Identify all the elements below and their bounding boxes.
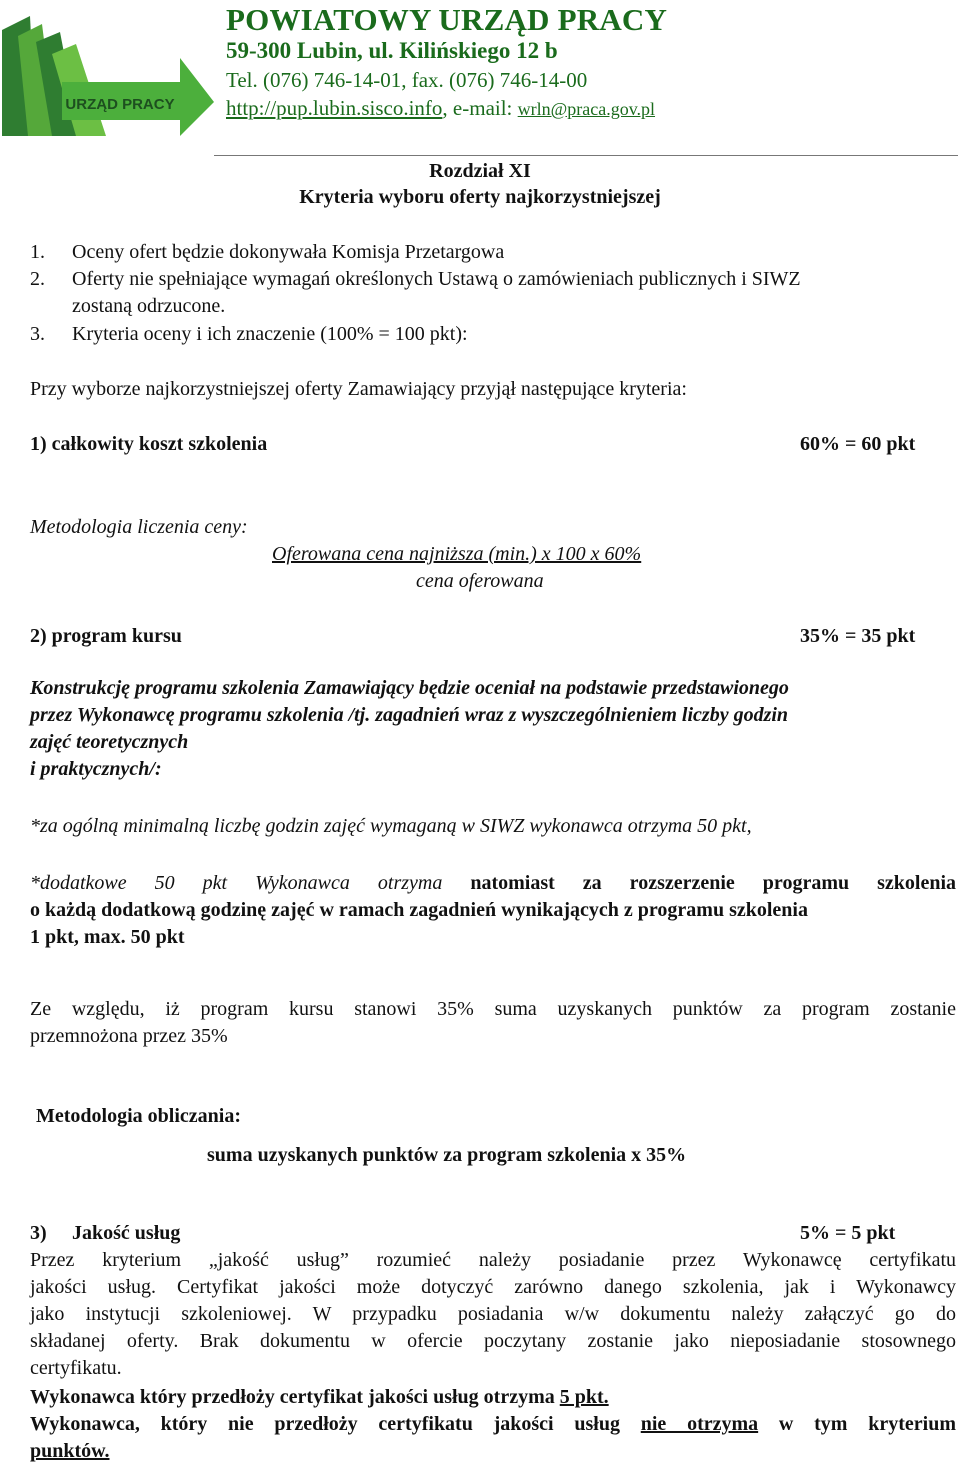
criterion3-text: jakości usług. Certyfikat jakości może dotyczyć zarówno danego szkolenia, jak i Wykonawcy [30,1276,956,1298]
criterion3-no-award-end: punktów. [30,1440,110,1462]
criterion2-label: 2) program kursu [30,625,182,647]
urzad-pracy-logo [2,2,214,136]
criterion2-extra-line1: *dodatkowe 50 pkt Wykonawca otrzyma natomiast za rozszerzenie programu szkolenia [30,872,957,894]
criterion2-desc: Konstrukcję programu szkolenia Zamawiający będzie oceniał na podstawie przedstawionego [30,677,789,699]
criterion2-method-formula: suma uzyskanych punktów za program szkolenia x 35% [207,1144,687,1166]
criterion2-note-cont: przemnożona przez 35% [30,1025,228,1047]
criterion2-desc: i praktycznych/: [30,758,162,780]
criteria-intro: Przy wyborze najkorzystniejszej oferty Zamawiający przyjął następujące kryteria: [30,378,687,400]
price-formula-numerator: Oferowana cena najniższa (min.) x 100 x 60% [272,543,642,565]
criterion3-no-award: Wykonawca, który nie przedłoży certyfikatu jakości usług nie otrzyma w tym kryterium [30,1413,956,1435]
chapter-title: Kryteria wyboru oferty najkorzystniejszej [299,186,661,208]
list-item: 2. [30,268,45,290]
criterion3-award: Wykonawca który przedłoży certyfikat jakości usług otrzyma 5 pkt. [30,1386,609,1408]
list-item: 1. [30,241,45,263]
price-formula-denominator: cena oferowana [416,570,544,592]
criterion3-text: Przez kryterium „jakość usług” rozumieć należy posiadanie przez Wykonawcę certyfikatu [30,1249,956,1271]
criterion1-weight: 60% = 60 pkt [800,433,916,455]
list-item-text: Oceny ofert będzie dokonywała Komisja Przetargowa [72,241,505,263]
logo-text: URZĄD PRACY [65,96,175,113]
criterion3-label: Jakość usług [72,1222,181,1244]
list-item-text: Kryteria oceny i ich znaczenie (100% = 100 pkt): [72,323,468,345]
office-address: 59-300 Lubin, ul. Kilińskiego 12 b [226,38,558,63]
criterion1-label: 1) całkowity koszt szkolenia [30,433,268,455]
contact-line [226,96,655,121]
criterion2-method-label: Metodologia obliczania: [36,1105,241,1127]
list-item-text: Oferty nie spełniające wymagań określonych Ustawą o zamówieniach publicznych i SIWZ [72,268,801,290]
header-divider [214,155,958,156]
chapter-number: Rozdział XI [429,160,531,182]
criterion3-text: certyfikatu. [30,1357,122,1379]
criterion3-weight: 5% = 5 pkt [800,1222,896,1244]
criterion1-method-label: Metodologia liczenia ceny: [30,516,248,538]
criterion2-weight: 35% = 35 pkt [800,625,916,647]
criterion2-extra-line2: o każdą dodatkową godzinę zajęć w ramach zagadnień wynikających z programu szkolenia [30,899,808,921]
criterion3-number: 3) [30,1222,47,1244]
office-phone: Tel. (076) 746-14-01, fax. (076) 746-14-00 [226,68,588,92]
email-link[interactable]: wrln@praca.gov.pl [517,99,656,119]
criterion2-min-points: *za ogólną minimalną liczbę godzin zajęć wymaganą w SIWZ wykonawca otrzyma 50 pkt, [30,815,752,837]
website-link[interactable]: http://pup.lubin.sisco.info [226,96,443,120]
email-label: , e-mail: [442,96,518,120]
criterion2-extra-line3: 1 pkt, max. 50 pkt [30,926,185,948]
criterion2-desc: zajęć teoretycznych [30,731,189,753]
criterion3-text: jako instytucji szkoleniowej. W przypadku posiadania w/w dokumentu należy załączyć go do [30,1303,956,1325]
list-item-cont: zostaną odrzucone. [72,295,226,317]
office-name: POWIATOWY URZĄD PRACY [226,2,668,37]
criterion3-text: składanej oferty. Brak dokumentu w ofercie poczytany zostanie jako nieposiadanie stosownego [30,1330,956,1352]
list-item: 3. [30,323,45,345]
criterion2-note: Ze względu, iż program kursu stanowi 35% suma uzyskanych punktów za program zostanie [30,998,956,1020]
criterion2-desc: przez Wykonawcę programu szkolenia /tj. zagadnień wraz z wyszczególnieniem liczby godzin [30,704,789,726]
